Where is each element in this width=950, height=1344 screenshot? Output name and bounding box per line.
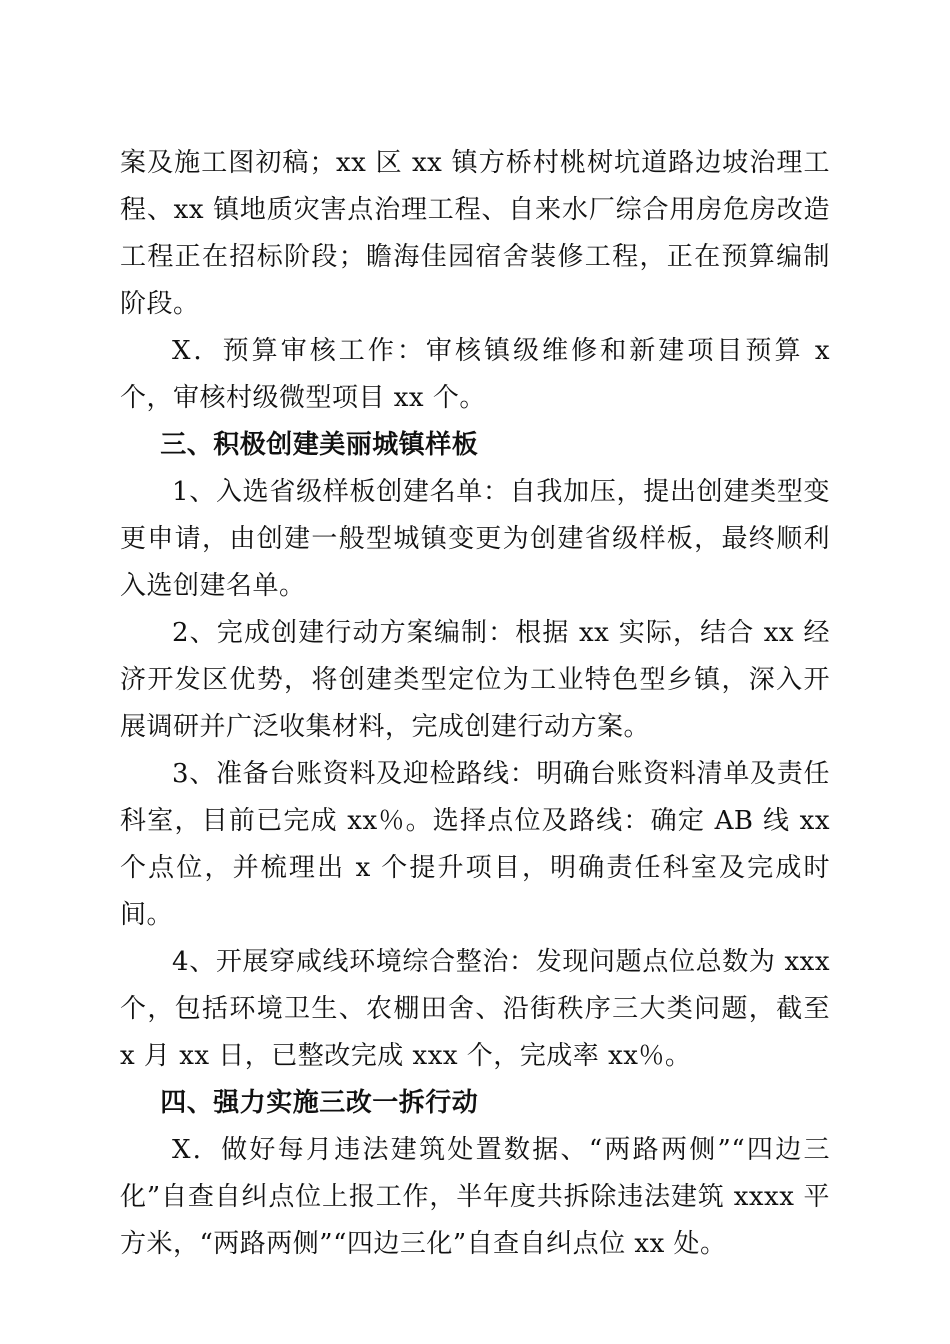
paragraph-demolition: X．做好每月违法建筑处置数据、“两路两侧”“四边三化”自查自纠点位上报工作，半年度共拆除违法建筑 xxxx 平方米，“两路两侧”“四边三化”自查自纠点位 xx 处。 (120, 1135, 830, 1259)
paragraph-item-3: 3、准备台账资料及迎检路线：明确台账资料清单及责任科室，目前已完成 xx％。选择点位及路线：确定 AB 线 xx 个点位，并梳理出 x 个提升项目，明确责任科室及完成时间。 (120, 759, 830, 930)
section-heading-four: 四、强力实施三改一拆行动 (160, 1088, 479, 1118)
paragraph-item-2: 2、完成创建行动方案编制：根据 xx 实际，结合 xx 经济开发区优势，将创建类型定位为工业特色型乡镇，深入开展调研并广泛收集材料，完成创建行动方案。 (120, 618, 830, 742)
paragraph-budget-review: X．预算审核工作：审核镇级维修和新建项目预算 x 个，审核村级微型项目 xx 个。 (120, 336, 830, 413)
paragraph-item-1: 1、入选省级样板创建名单：自我加压，提出创建类型变更申请，由创建一般型城镇变更为创建省级样板，最终顺利入选创建名单。 (120, 477, 830, 601)
document-page (120, 140, 830, 1268)
section-heading-three: 三、积极创建美丽城镇样板 (160, 430, 479, 460)
paragraph-continued: 案及施工图初稿；xx 区 xx 镇方桥村桃树坑道路边坡治理工程、xx 镇地质灾害点治理工程、自来水厂综合用房危房改造工程正在招标阶段；瞻海佳园宿舍装修工程，正在预算编制阶段。 (120, 148, 830, 319)
paragraph-item-4: 4、开展穿咸线环境综合整治：发现问题点位总数为 xxx 个，包括环境卫生、农棚田舍、沿街秩序三大类问题，截至 x 月 xx 日，已整改完成 xxx 个，完成率 xx％。 (120, 947, 830, 1071)
